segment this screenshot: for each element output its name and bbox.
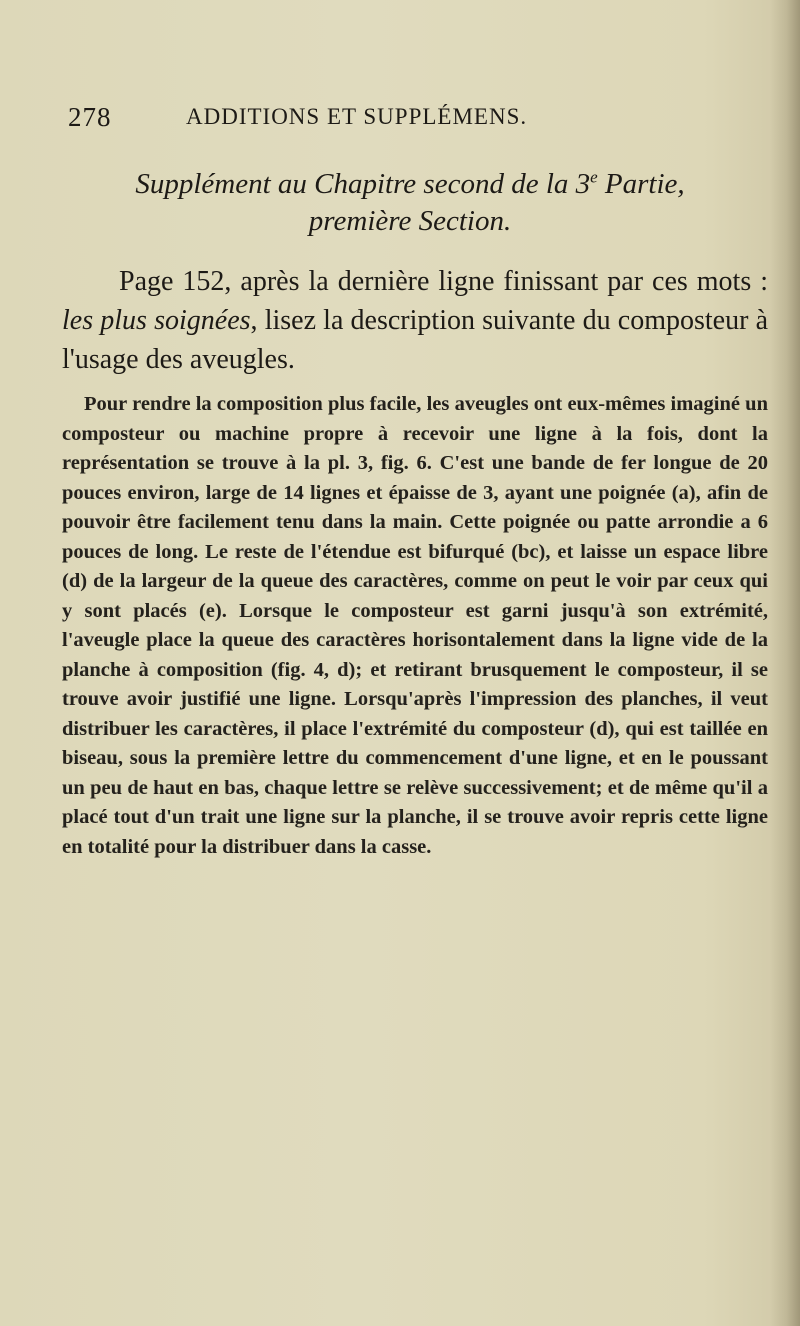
body-paragraph: Pour rendre la composition plus facile, les aveugles ont eux-mêmes imaginé un composteur ou machine propre à recevoir une ligne à la fois, dont la représentation se trouve à la pl. 3, fig. 6. C'est une bande de fer longue de 20 pouces environ, large de 14 lignes et épaisse de 3, ayant une poignée (a), afin de pouvoir être facilement tenu dans la main. Cette poignée ou patte arrondie a 6 pouces de long. Le reste de l'étendue est bifurqué (bc), et laisse un espace libre (d) de la largeur de la queue des caractères, comme on peut le voir par ceux qui y sont placés (e). Lorsque le composteur est garni jusqu'à son extrémité, l'aveugle place la queue des caractères horisontalement dans la ligne vide de la planche à composition (fig. 4, d); et retirant brusquement le composteur, il se trouve avoir justifié une ligne. Lorsqu'après l'impression des planches, il veut distribuer les caractères, il place l'extrémité du composteur (d), qui est taillée en biseau, sous la première lettre du commencement d'une ligne, et en le poussant un peu de haut en bas, chaque lettre se relève successivement; et de même qu'il a placé tout d'un trait une ligne sur la planche, il se trouve avoir repris cette ligne en totalité pour la distribuer dans la casse. bbox=[62, 393, 768, 858]
heading-line-1-end: Partie, bbox=[597, 168, 685, 200]
heading-superscript: e bbox=[590, 167, 598, 187]
intro-part-1: Page 152, après la dernière ligne finissant par ces mots : bbox=[119, 266, 768, 297]
page-number: 278 bbox=[68, 102, 112, 132]
running-title: ADDITIONS ET SUPPLÉMENS. bbox=[186, 104, 528, 129]
section-heading bbox=[60, 166, 760, 240]
heading-line-2: première Section. bbox=[308, 205, 512, 237]
running-head bbox=[68, 102, 628, 136]
intro-text bbox=[62, 262, 768, 379]
body-text bbox=[62, 390, 768, 862]
heading-line-1 bbox=[60, 166, 760, 203]
intro-part-2: , lisez la description suivante du composteur à l'usage des aveugles. bbox=[62, 305, 768, 375]
page-edge-shadow bbox=[770, 0, 800, 1326]
intro-emphasis: les plus soignées bbox=[62, 305, 251, 336]
heading-line-1-text: Supplément au Chapitre second de la 3 bbox=[135, 168, 591, 200]
intro-paragraph bbox=[62, 262, 768, 379]
